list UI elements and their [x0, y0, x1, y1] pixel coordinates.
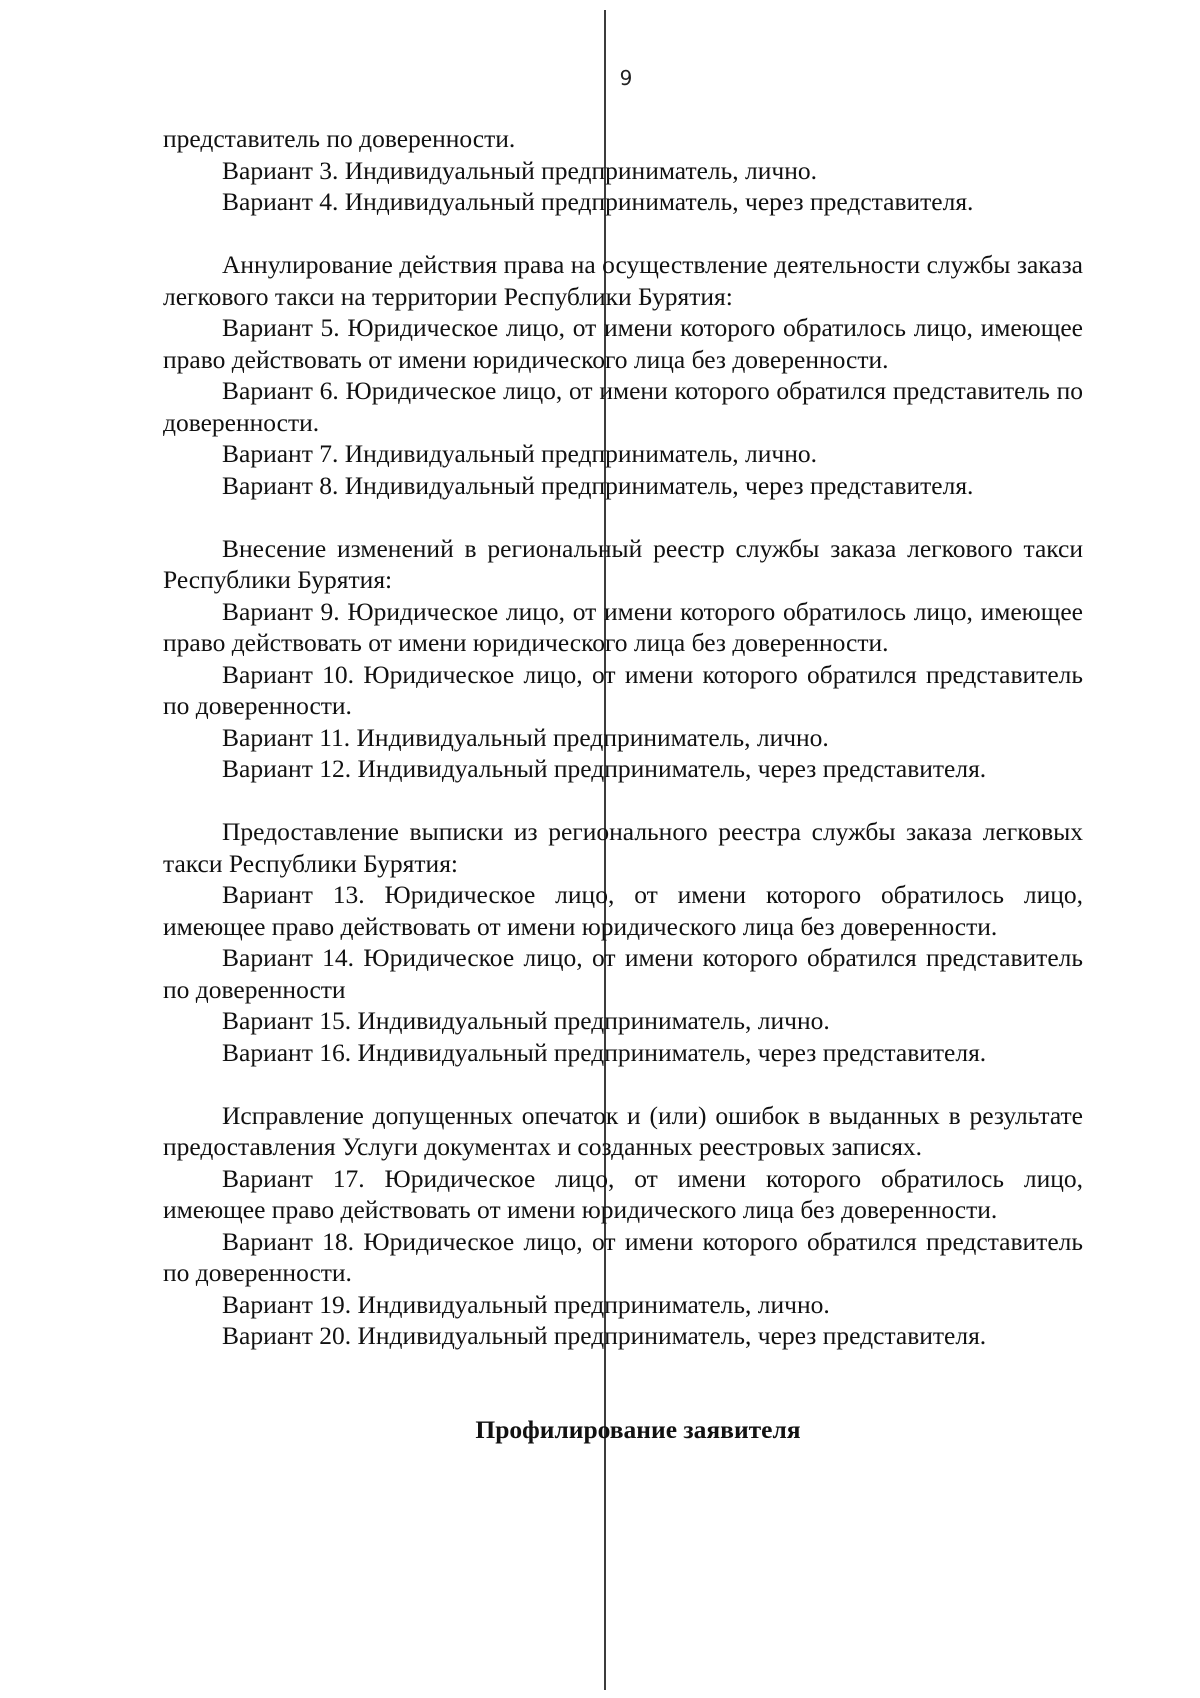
variant-paragraph: Вариант 17. Юридическое лицо, от имени которого обратилось лицо, имеющее право действовать от имени юридического лица без доверенности.	[163, 1163, 1083, 1224]
section-heading: Профилирование заявителя	[475, 1414, 801, 1444]
variant-paragraph: Вариант 9. Юридическое лицо, от имени которого обратилось лицо, имеющее право действовать от имени юридического лица без доверенности.	[163, 596, 1083, 657]
variant-paragraph: Вариант 18. Юридическое лицо, от имени которого обратился представитель по доверенности.	[163, 1226, 1083, 1287]
paragraph: представитель по доверенности.	[163, 124, 516, 153]
section-intro: Исправление допущенных опечаток и (или) ошибок в выданных в результате предоставления Услуги документах и созданных реестровых записях.	[163, 1100, 1083, 1161]
page-number: 9	[619, 66, 633, 90]
variant-paragraph: Вариант 12. Индивидуальный предприниматель, через представителя.	[222, 754, 987, 783]
variant-paragraph: Вариант 7. Индивидуальный предприниматель, лично.	[222, 439, 818, 468]
variant-paragraph: Вариант 16. Индивидуальный предприниматель, через представителя.	[222, 1037, 987, 1067]
variant-paragraph: Вариант 5. Юридическое лицо, от имени которого обратилось лицо, имеющее право действовать от имени юридического лица без доверенности.	[163, 313, 1083, 374]
section-intro: Внесение изменений в региональный реестр службы заказа легкового такси Республики Бурятия:	[163, 533, 1083, 594]
document-body	[163, 123, 1083, 1445]
variant-paragraph: Вариант 11. Индивидуальный предприниматель, лично.	[222, 722, 829, 752]
variant-paragraph: Вариант 8. Индивидуальный предприниматель, через представителя.	[222, 470, 974, 500]
variant-paragraph: Вариант 15. Индивидуальный предприниматель, лично.	[222, 1006, 830, 1035]
variant-paragraph: Вариант 3. Индивидуальный предприниматель, лично.	[222, 155, 818, 185]
variant-paragraph: Вариант 10. Юридическое лицо, от имени которого обратился представитель по доверенности.	[163, 659, 1083, 720]
section-intro: Аннулирование действия права на осуществление деятельности службы заказа легкового такси на территории Республики Бурятия:	[163, 250, 1083, 311]
variant-paragraph: Вариант 6. Юридическое лицо, от имени которого обратился представитель по доверенности.	[163, 376, 1083, 437]
variant-paragraph: Вариант 19. Индивидуальный предприниматель, лично.	[222, 1289, 830, 1319]
variant-paragraph: Вариант 4. Индивидуальный предприниматель, через представителя.	[222, 187, 974, 216]
variant-paragraph: Вариант 14. Юридическое лицо, от имени которого обратился представитель по доверенности	[163, 943, 1083, 1004]
variant-paragraph: Вариант 13. Юридическое лицо, от имени которого обратилось лицо, имеющее право действовать от имени юридического лица без доверенности.	[163, 880, 1083, 941]
section-intro: Предоставление выписки из регионального реестра службы заказа легковых такси Республики Бурятия:	[163, 817, 1083, 878]
variant-paragraph: Вариант 20. Индивидуальный предприниматель, через представителя.	[222, 1321, 987, 1350]
